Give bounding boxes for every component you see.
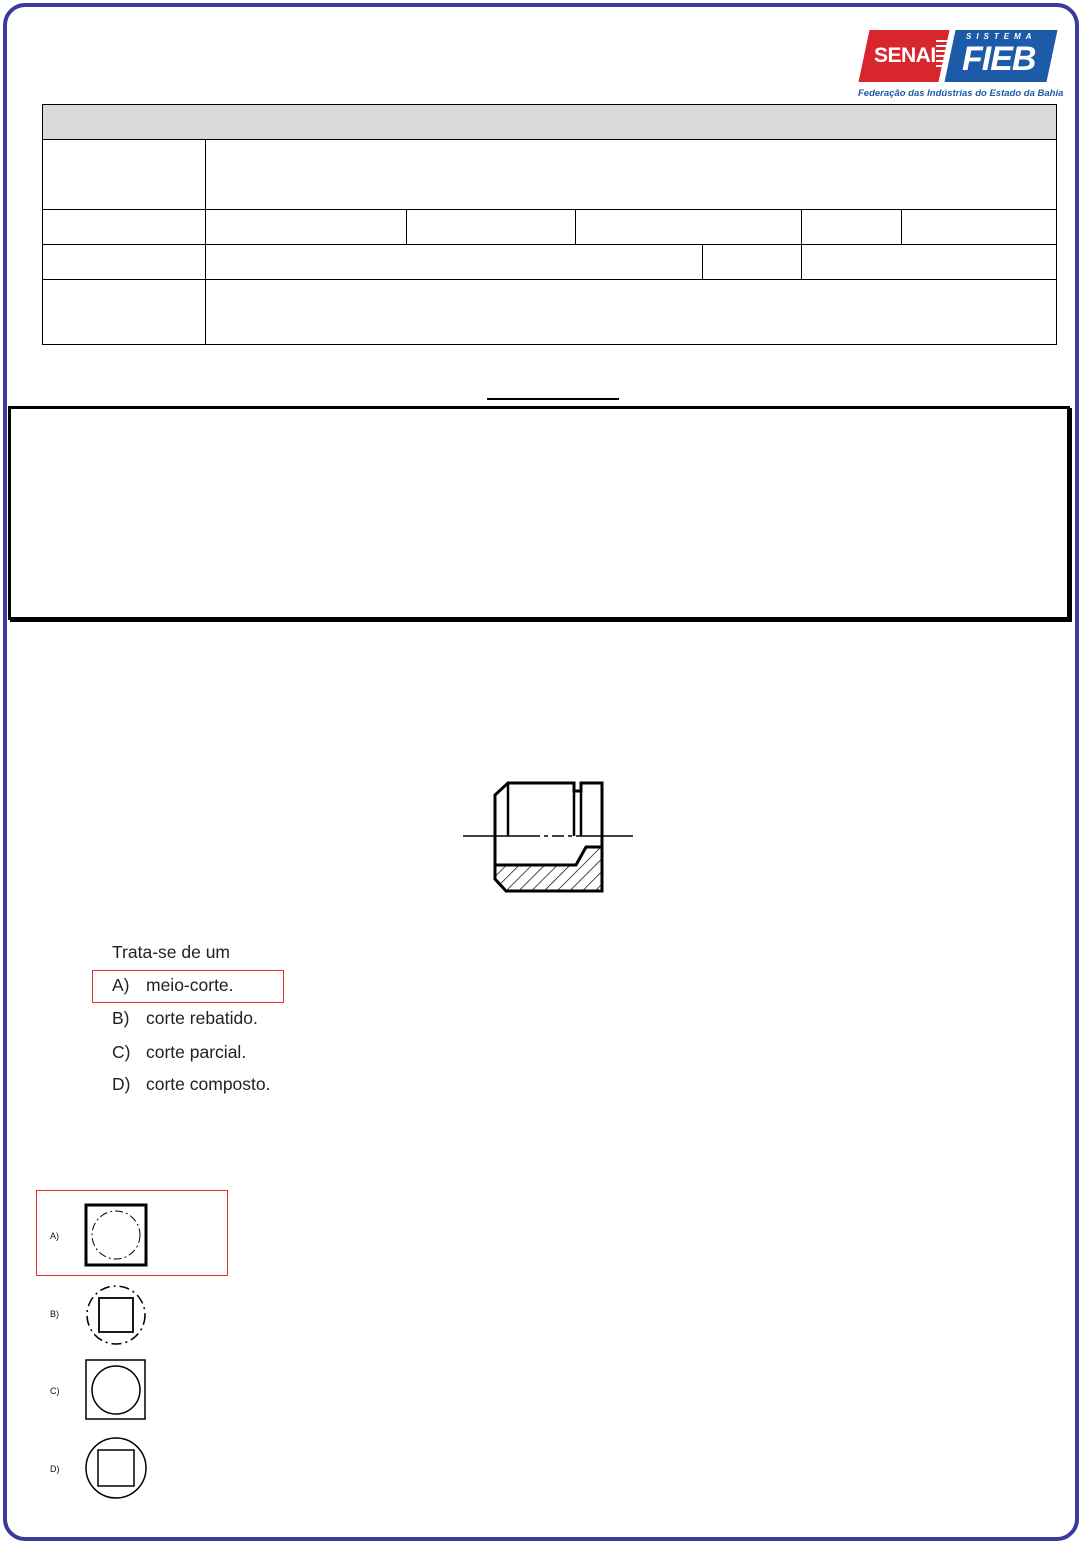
- q2-option-b-letter[interactable]: B): [50, 1309, 59, 1319]
- senai-fieb-logo: [858, 26, 1064, 102]
- option-b[interactable]: [112, 1008, 258, 1029]
- section-title-underline: [487, 398, 619, 400]
- q2-option-d-letter[interactable]: D): [50, 1464, 60, 1474]
- option-letter: C): [112, 1042, 131, 1062]
- question-1-stem: Trata-se de um: [112, 942, 231, 962]
- senai-logo-text: SENAI: [874, 44, 936, 67]
- drawing-section-hatch: [495, 847, 602, 891]
- dashed-circle-square-icon[interactable]: [84, 1283, 148, 1347]
- instructions-box: [8, 406, 1070, 620]
- fieb-logo-text: FIEB: [962, 40, 1036, 78]
- q2-option-a-letter[interactable]: A): [50, 1231, 59, 1241]
- square-dash-dot-circle-icon[interactable]: [84, 1203, 148, 1267]
- drawing-upper-outline: [495, 783, 602, 836]
- option-text: corte parcial.: [146, 1042, 247, 1062]
- header-title-row: [42, 104, 1057, 139]
- option-letter: B): [112, 1008, 130, 1028]
- header-form-table: [42, 104, 1057, 345]
- option-text: meio-corte.: [146, 975, 234, 995]
- option-c[interactable]: [112, 1042, 246, 1063]
- circle-square-icon[interactable]: [84, 1436, 148, 1500]
- sistema-logo-text: SISTEMA: [966, 32, 1037, 41]
- square-circle-icon[interactable]: [84, 1358, 148, 1422]
- answer-highlight-q1: [92, 970, 284, 1003]
- option-d[interactable]: [112, 1074, 271, 1095]
- option-text: corte rebatido.: [146, 1008, 258, 1028]
- q2-option-c-letter[interactable]: C): [50, 1386, 60, 1396]
- logo-tagline: Federação das Indústrias do Estado da Bahia: [858, 88, 1064, 99]
- technical-drawing: [456, 775, 636, 895]
- option-letter: D): [112, 1074, 131, 1094]
- option-text: corte composto.: [146, 1074, 271, 1094]
- option-letter: A): [112, 975, 130, 995]
